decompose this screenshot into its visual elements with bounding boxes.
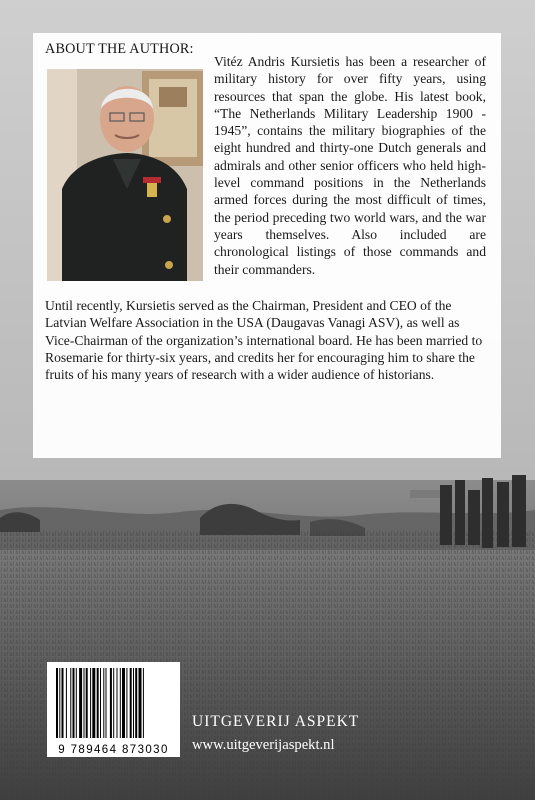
publisher-name: UITGEVERIJ ASPEKT — [192, 713, 360, 730]
author-photo — [47, 69, 203, 281]
author-bio-paragraph-2: Until recently, Kursietis served as the Chairman, President and CEO of the Latvian Welfare Association in the USA (Daugavas Vanagi ASV), as well as Vice-Chairman of the organization’s international board. He has been married to Rosemarie for thirty-six years, and credits her for encouraging him to share the fruits of his many years of research with a wider audience of historians. — [45, 298, 483, 383]
barcode-number: 9 789464 873030 — [58, 744, 169, 756]
barcode-bars — [47, 662, 180, 740]
publisher-url[interactable]: www.uitgeverijaspekt.nl — [192, 737, 335, 753]
about-heading: ABOUT THE AUTHOR: — [45, 41, 194, 57]
author-bio-paragraph-1: Vitéz Andris Kursietis has been a researcher of military history for over fifty years, using resources that span the globe. His latest book, “The Netherlands Military Leadership 1900 - 1945”, contains the military biographies of the eight hundred and thirty-one Dutch generals and admirals and other senior officers who held high-level command positions in the Netherlands armed forces during the most difficult of times, the period preceding two world wars, and the war years themselves. Also included are chronological listings of those commands and their commanders. — [214, 54, 486, 277]
isbn-barcode — [47, 662, 180, 757]
about-author-panel — [33, 33, 501, 458]
